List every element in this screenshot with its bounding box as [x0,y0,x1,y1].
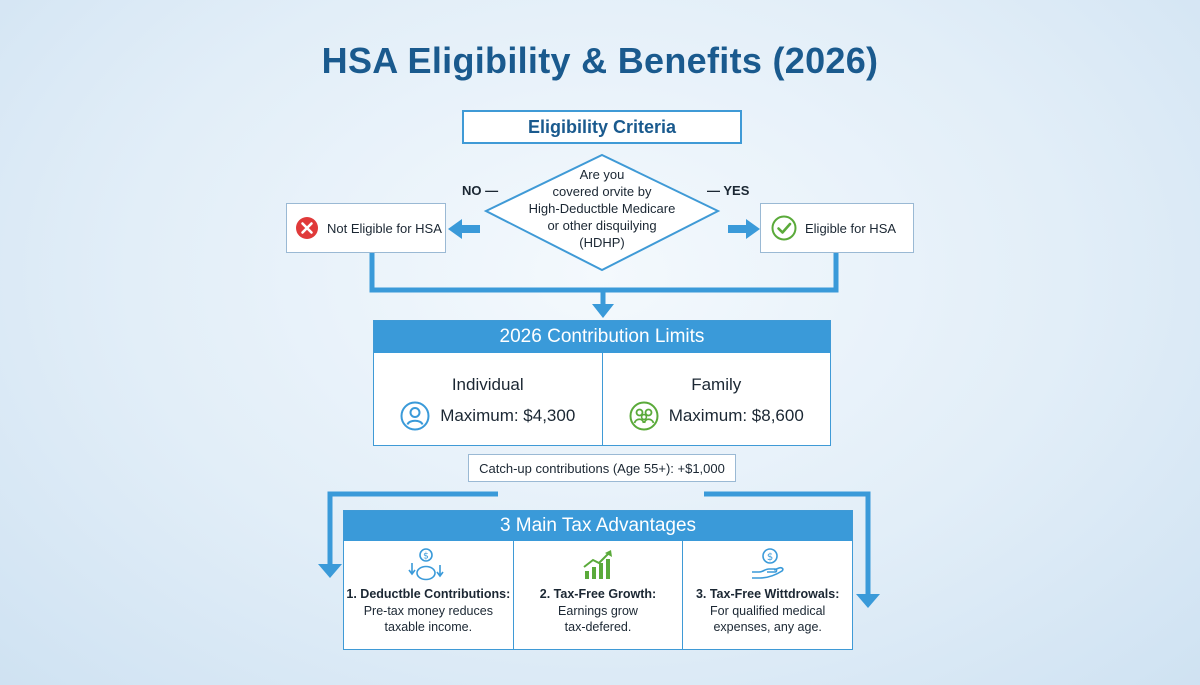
page-title: HSA Eligibility & Benefits (2026) [321,40,879,81]
tax-desc-line: Earnings grow [558,604,638,618]
svg-text:$: $ [766,552,773,563]
tax-item-title: 2. Tax-Free Growth: [539,587,657,601]
tax-item-desc [683,603,852,635]
family-label: Family [691,375,742,394]
individual-limit [374,353,602,445]
tax-desc-line: For qualified medical [710,604,826,618]
tax-advantage-item [513,541,683,649]
arrow-right-icon [746,219,760,239]
arrow-right-shaft [728,225,748,233]
tax-item-title: 1. Deductble Contributions: [346,587,511,601]
family-icon [629,401,659,431]
contribution-limits-panel [373,320,831,446]
decision-question [512,166,692,251]
individual-label: Individual [451,375,524,394]
arrow-down-icon [318,564,342,578]
not-eligible-box [286,203,446,253]
arrow-left-icon [448,219,462,239]
arrow-down-icon [592,304,614,318]
not-eligible-label: Not Eligible for HSA [327,220,442,236]
hand-coin-icon [748,547,788,583]
piggy-bank-icon [406,547,450,583]
family-limit [602,353,831,445]
question-line: High-Deductble Medicare [528,201,676,216]
tax-advantage-item [682,541,852,649]
family-max: Maximum: $8,600 [668,406,804,425]
contribution-limits-heading: 2026 Contribution Limits [374,321,830,353]
arrow-down-icon [856,594,880,608]
eligibility-criteria-heading: Eligibility Criteria [462,110,742,144]
check-circle-icon [771,215,797,241]
tax-advantages-panel [343,510,853,650]
tax-desc-line: taxable income. [384,620,473,634]
tax-advantages-heading: 3 Main Tax Advantages [344,511,852,541]
individual-max: Maximum: $4,300 [440,406,576,425]
eligible-label: Eligible for HSA [805,220,897,236]
tax-item-desc [344,603,513,635]
question-line: covered orvite by [552,184,652,199]
svg-text:$: $ [423,551,430,562]
tax-item-desc [514,603,683,635]
yes-label: — YES [707,183,750,198]
catchup-contributions: Catch-up contributions (Age 55+): +$1,000 [468,454,736,482]
tax-advantage-item [344,541,513,649]
growth-chart-icon [580,547,616,583]
arrow-left-shaft [460,225,480,233]
tax-desc-line: tax-defered. [564,620,632,634]
question-line: (HDHP) [579,235,625,250]
person-icon [400,401,430,431]
question-line: or other disquilying [547,218,657,233]
tax-item-title: 3. Tax-Free Wittdrowals: [695,587,840,601]
tax-desc-line: Pre-tax money reduces [363,604,493,618]
no-label: NO — [462,183,499,198]
tax-desc-line: expenses, any age. [713,620,822,634]
eligible-box [760,203,914,253]
x-circle-icon [295,216,319,240]
question-line: Are you [579,167,625,182]
